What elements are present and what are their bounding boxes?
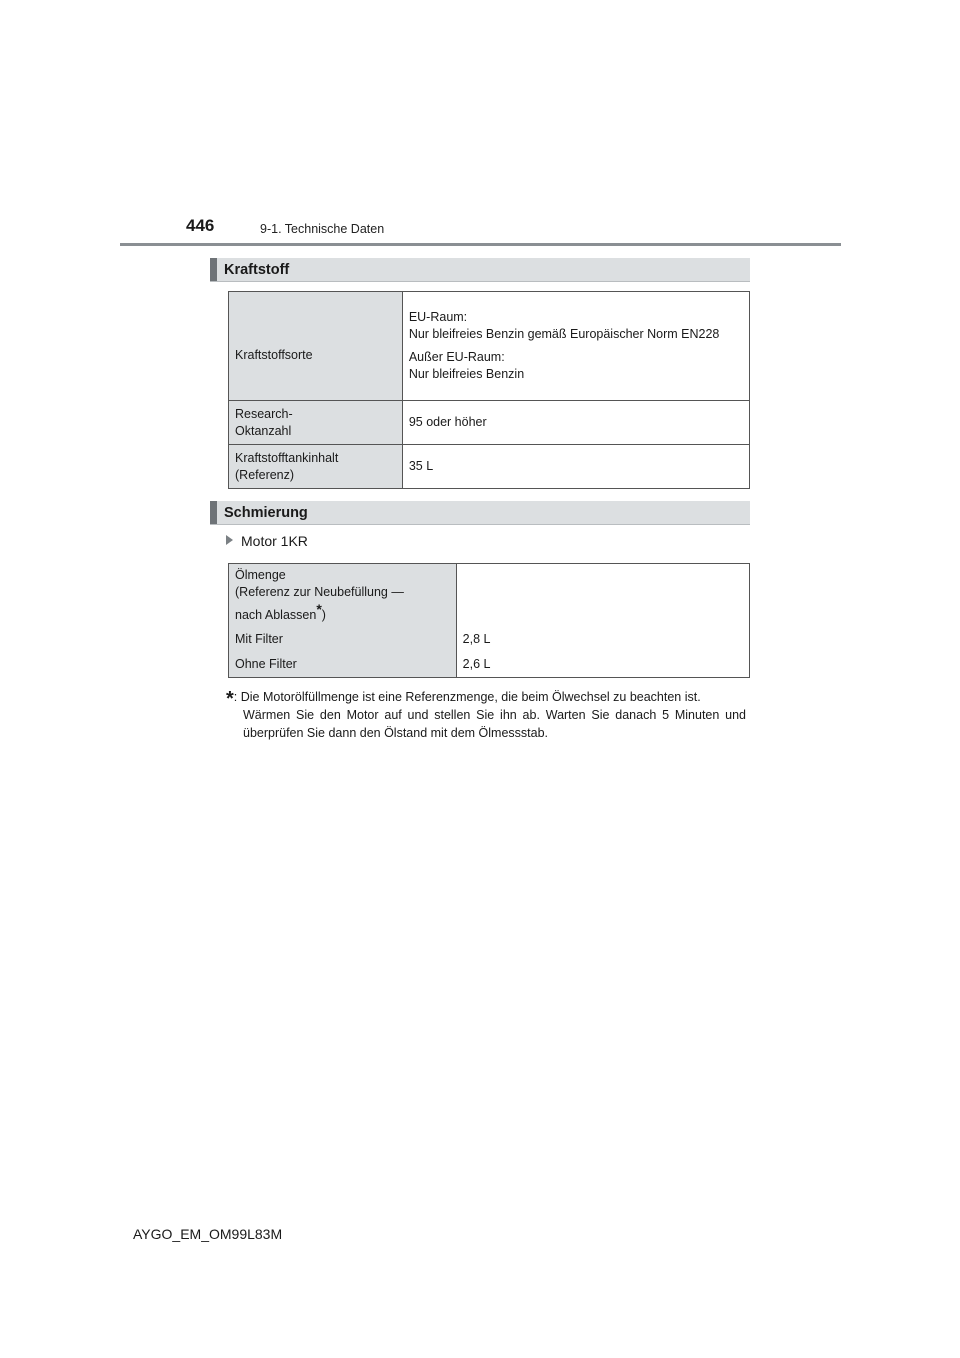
table-row [229,401,750,445]
engine-bullet [226,533,308,549]
eu-text: Nur bleifreies Benzin gemäß Europäischer Norm EN228 [408,327,720,341]
section-heading-label: Kraftstoff [224,262,290,278]
table-row [229,445,750,489]
section-accent [210,258,217,281]
label-cell [229,627,457,652]
footnote-marker: * [226,688,234,710]
label-cell [229,401,403,445]
without-filter-value: 2,6 L [462,656,491,671]
footnote-line1: : Die Motorölfüllmenge ist eine Referenzmenge, die beim Ölwechsel zu beachten ist. [233,690,701,704]
value-cell [402,292,749,401]
label-cell [229,564,457,627]
oil-label-line2: (Referenz zur Neubefüllung — [235,584,404,599]
engine-label: Motor 1KR [241,533,308,549]
with-filter-label: Mit Filter [235,631,283,646]
octane-label-line1: Research- [235,406,293,421]
tank-label-line2: (Referenz) [235,467,295,482]
eu-title: EU-Raum: [408,310,468,324]
non-eu-title: Außer EU-Raum: [408,350,505,364]
label-cell [229,445,403,489]
table-row [229,564,750,627]
value-cell [402,401,749,445]
section-accent [210,501,217,524]
section-heading-kraftstoff [210,258,750,282]
tank-value: 35 L [408,459,434,473]
fuel-type-label: Kraftstoffsorte [235,347,313,362]
label-cell [229,292,403,401]
value-cell [456,652,749,678]
tank-label-line1: Kraftstofftankinhalt [235,450,339,465]
page-number: 446 [186,216,215,235]
without-filter-label: Ohne Filter [235,656,297,671]
table-row [229,627,750,652]
oil-spec-table [228,563,750,678]
section-heading-schmierung [210,501,750,525]
fuel-spec-table [228,291,750,489]
octane-value: 95 oder höher [408,415,487,429]
octane-label-line2: Oktanzahl [235,423,292,438]
value-cell [402,445,749,489]
table-row [229,292,750,401]
label-cell [229,652,457,678]
value-cell [456,564,749,627]
header-rule [120,243,841,246]
table-row [229,652,750,678]
oil-label-line3: nach Ablassen [235,607,317,622]
with-filter-value: 2,8 L [462,631,491,646]
non-eu-text: Nur bleifreies Benzin [408,367,525,381]
section-title: 9-1. Technische Daten [260,222,385,236]
footnote-rest: Wärmen Sie den Motor auf und stellen Sie ihn ab. Warten Sie danach 5 Minuten und überprüfen Sie dann den Ölstand mit dem Ölmessstab. [243,708,746,740]
oil-label-line1: Ölmenge [235,567,286,582]
section-heading-label: Schmierung [224,505,308,521]
footnote-star: * [316,600,322,617]
triangle-bullet-icon [226,535,233,545]
document-code: AYGO_EM_OM99L83M [133,1226,283,1242]
oil-label-close: ) [321,607,326,622]
value-cell [456,627,749,652]
footnote [226,686,746,742]
